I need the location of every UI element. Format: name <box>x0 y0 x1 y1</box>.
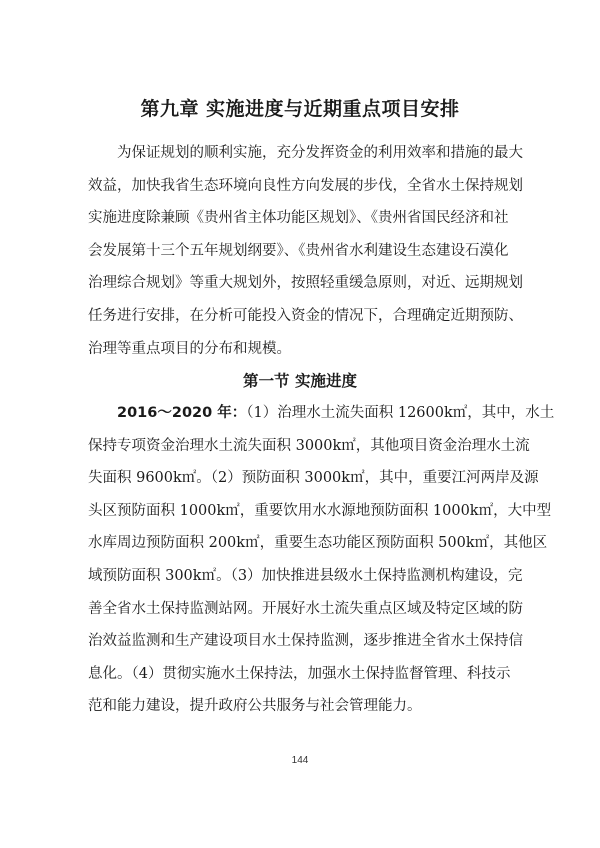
schedule-line: 善全省水土保持监测站网。开展好水土流失重点区域及特定区域的防 <box>88 600 523 617</box>
intro-paragraph <box>88 137 523 365</box>
schedule-line: 域预防面积 300k㎡。（3）加快推进县级水土保持监测机构建设，完 <box>88 567 523 584</box>
schedule-line: 治效益监测和生产建设项目水土保持监测，逐步推进全省水土保持信 <box>88 633 523 650</box>
schedule-line: 范和能力建设，提升政府公共服务与社会管理能力。 <box>88 698 422 715</box>
schedule-line <box>88 397 555 430</box>
schedule-line-text: （1）治理水土流失面积 12600k㎡，其中，水土 <box>246 405 555 421</box>
schedule-line: 保持专项资金治理水土流失面积 3000k㎡，其他项目资金治理水土流 <box>88 437 530 454</box>
page-number: 144 <box>291 755 309 766</box>
intro-line: 会发展第十三个五年规划纲要》、《贵州省水利建设生态建设石漠化 <box>88 242 509 259</box>
intro-line: 实施进度除兼顾《贵州省主体功能区规划》、《贵州省国民经济和社 <box>88 210 509 227</box>
schedule-line: 失面积 9600k㎡。（2）预防面积 3000k㎡，其中，重要江河两岸及源 <box>88 470 539 487</box>
intro-line: 任务进行安排，在分析可能投入资金的情况下，合理确定近期预防、 <box>88 307 523 324</box>
intro-line: 治理等重点项目的分布和规模。 <box>88 340 291 357</box>
intro-line: 为保证规划的顺利实施，充分发挥资金的利用效率和措施的最大 <box>117 145 523 161</box>
period-label: 2016～2020 年： <box>117 405 247 421</box>
schedule-paragraph <box>88 397 555 723</box>
schedule-line: 水库周边预防面积 200k㎡，重要生态功能区预防面积 500k㎡，其他区 <box>88 535 548 552</box>
intro-line: 效益，加快我省生态环境向良性方向发展的步伐，全省水土保持规划 <box>88 177 523 194</box>
section-title: 第一节 实施进度 <box>243 372 357 390</box>
chapter-title: 第九章 实施进度与近期重点项目安排 <box>140 98 460 120</box>
intro-line: 治理综合规划》等重大规划外，按照轻重缓急原则，对近、远期规划 <box>88 275 523 292</box>
schedule-line: 息化。（4）贯彻实施水土保持法，加强水土保持监督管理、科技示 <box>88 665 511 682</box>
schedule-line: 头区预防面积 1000k㎡，重要饮用水水源地预防面积 1000k㎡，大中型 <box>88 502 552 519</box>
